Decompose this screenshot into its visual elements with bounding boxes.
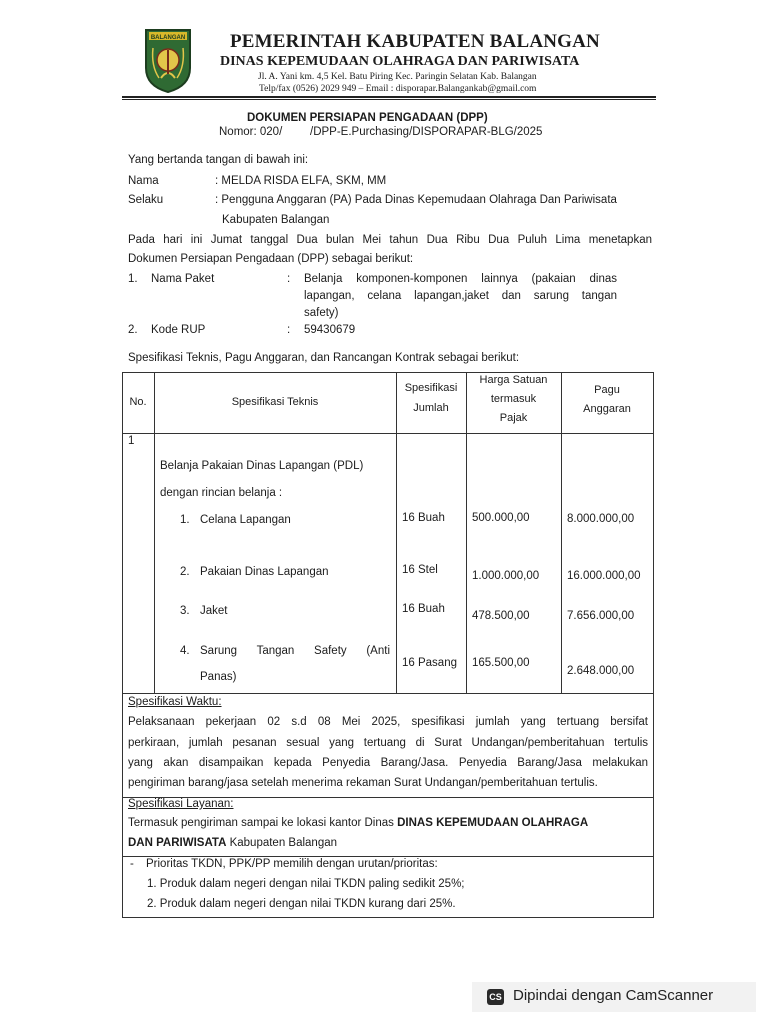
item-quantity: 16 Buah	[402, 603, 445, 615]
paket-item2-number: 2.	[128, 324, 138, 336]
time-spec-title: Spesifikasi Waktu:	[128, 696, 222, 708]
service-spec-line2: DAN PARIWISATA Kabupaten Balangan	[128, 837, 338, 849]
document-number-label: Nomor: 020/	[219, 126, 283, 138]
table-header-quantity-line2: Jumlah	[413, 402, 449, 414]
intro-paragraph-line1: Pada hari ini Jumat tanggal Dua bulan Mei tahun Dua Ribu Dua Puluh Lima menetapkan	[128, 234, 652, 246]
intro-signed-below: Yang bertanda tangan di bawah ini:	[128, 154, 309, 166]
paket-item1-label: Nama Paket	[151, 273, 215, 285]
item-quantity: 16 Buah	[402, 512, 445, 524]
selaku-value-line2: Kabupaten Balangan	[222, 214, 330, 226]
nama-value: : MELDA RISDA ELFA, SKM, MM	[215, 175, 387, 187]
paket-item1-value-line3: safety)	[304, 307, 339, 319]
item-name: Pakaian Dinas Lapangan	[200, 566, 329, 578]
service-spec-line1: Termasuk pengiriman sampai ke lokasi kantor Dinas DINAS KEPEMUDAAN OLAHRAGA	[128, 817, 589, 829]
document-number-suffix: /DPP-E.Purchasing/DISPORAPAR-BLG/2025	[310, 126, 543, 138]
item-total: 16.000.000,00	[567, 570, 641, 582]
item-price: 165.500,00	[472, 657, 530, 669]
header-rule-thick	[122, 96, 656, 98]
header-address: Jl. A. Yani km. 4,5 Kel. Batu Piring Kec. Paringin Selatan Kab. Balangan	[258, 72, 537, 82]
table-header-price-line3: Pajak	[499, 412, 528, 424]
time-spec-line4: pengiriman barang/jasa setelah menerima rekaman Surat Undangan/pemberitahuan tertulis.	[128, 777, 598, 789]
item-number: 3.	[180, 605, 190, 617]
item-name: Celana Lapangan	[200, 514, 291, 526]
selaku-label: Selaku	[128, 194, 164, 206]
paket-item1-colon: :	[287, 273, 291, 285]
item-name-line2: Panas)	[200, 671, 237, 683]
specification-intro: Spesifikasi Teknis, Pagu Anggaran, dan Rancangan Kontrak sebagai berikut:	[128, 352, 520, 364]
table-header-specification: Spesifikasi Teknis	[231, 396, 319, 408]
item-number: 2.	[180, 566, 190, 578]
camscanner-logo: CS	[487, 989, 504, 1005]
item-quantity: 16 Stel	[402, 564, 438, 576]
time-spec-line1: Pelaksanaan pekerjaan 02 s.d 08 Mei 2025, spesifikasi jumlah yang tertuang bersifat	[128, 716, 648, 728]
item-name: Sarung Tangan Safety (Anti	[200, 645, 390, 657]
table-row-number: 1	[128, 435, 135, 447]
header-government: PEMERINTAH KABUPATEN BALANGAN	[230, 31, 600, 52]
table-header-no: No.	[129, 396, 147, 408]
paket-item1-value-line2: lapangan, celana lapangan,jaket dan sarung tangan	[304, 290, 617, 302]
table-header-quantity-line1: Spesifikasi	[404, 382, 458, 394]
table-header-price-line1: Harga Satuan	[479, 374, 548, 386]
selaku-value-line1: : Pengguna Anggaran (PA) Pada Dinas Kepemudaan Olahraga Dan Pariwisata	[215, 194, 617, 206]
paket-item2-label: Kode RUP	[151, 324, 206, 336]
item-quantity: 16 Pasang	[402, 657, 457, 669]
paket-item1-value-line1: Belanja komponen-komponen lainnya (pakaian dinas	[304, 273, 617, 285]
service-spec-title: Spesifikasi Layanan:	[128, 798, 234, 810]
priority-title: Prioritas TKDN, PPK/PP memilih dengan urutan/prioritas:	[146, 858, 438, 870]
table-header-budget-line1: Pagu	[594, 384, 620, 396]
nama-label: Nama	[128, 175, 159, 187]
table-header-price-line2: termasuk	[490, 393, 537, 405]
paket-item2-value: 59430679	[304, 324, 356, 336]
item-total: 8.000.000,00	[567, 513, 635, 525]
item-price: 500.000,00	[472, 512, 530, 524]
item-number: 1.	[180, 514, 190, 526]
priority-dash: -	[130, 858, 134, 870]
table-header-budget-line2: Anggaran	[583, 403, 631, 415]
camscanner-text: Dipindai dengan CamScanner	[513, 987, 714, 1004]
document-title: DOKUMEN PERSIAPAN PENGADAAN (DPP)	[247, 112, 488, 124]
time-spec-line2: perkiraan, jumlah pesanan sesual yang tertuang di Surat Undangan/pemberitahuan tertulis	[128, 737, 648, 749]
time-spec-line3: yang akan disampaikan kepada Penyedia Barang/Jasa. Penyedia Barang/Jasa melakukan	[128, 757, 648, 769]
item-price: 1.000.000,00	[472, 570, 540, 582]
government-logo	[143, 28, 193, 94]
table-description-line1: Belanja Pakaian Dinas Lapangan (PDL)	[160, 460, 364, 472]
paket-item1-number: 1.	[128, 273, 138, 285]
svg-text:BALANGAN: BALANGAN	[150, 35, 186, 41]
header-agency: DINAS KEPEMUDAAN OLAHRAGA DAN PARIWISATA	[220, 54, 580, 69]
header-contact: Telp/fax (0526) 2029 949 – Email : disporapar.Balangankab@gmail.com	[259, 84, 537, 94]
item-name: Jaket	[200, 605, 228, 617]
priority-item-2: 2. Produk dalam negeri dengan nilai TKDN kurang dari 25%.	[147, 898, 456, 910]
paket-item2-colon: :	[287, 324, 291, 336]
header-rule-thin	[122, 99, 656, 100]
item-price: 478.500,00	[472, 610, 530, 622]
item-number: 4.	[180, 645, 190, 657]
item-total: 2.648.000,00	[567, 665, 635, 677]
priority-item-1: 1. Produk dalam negeri dengan nilai TKDN paling sedikit 25%;	[147, 878, 465, 890]
item-total: 7.656.000,00	[567, 610, 635, 622]
intro-paragraph-line2: Dokumen Persiapan Pengadaan (DPP) sebagai berikut:	[128, 253, 414, 265]
table-description-line2: dengan rincian belanja :	[160, 487, 283, 499]
